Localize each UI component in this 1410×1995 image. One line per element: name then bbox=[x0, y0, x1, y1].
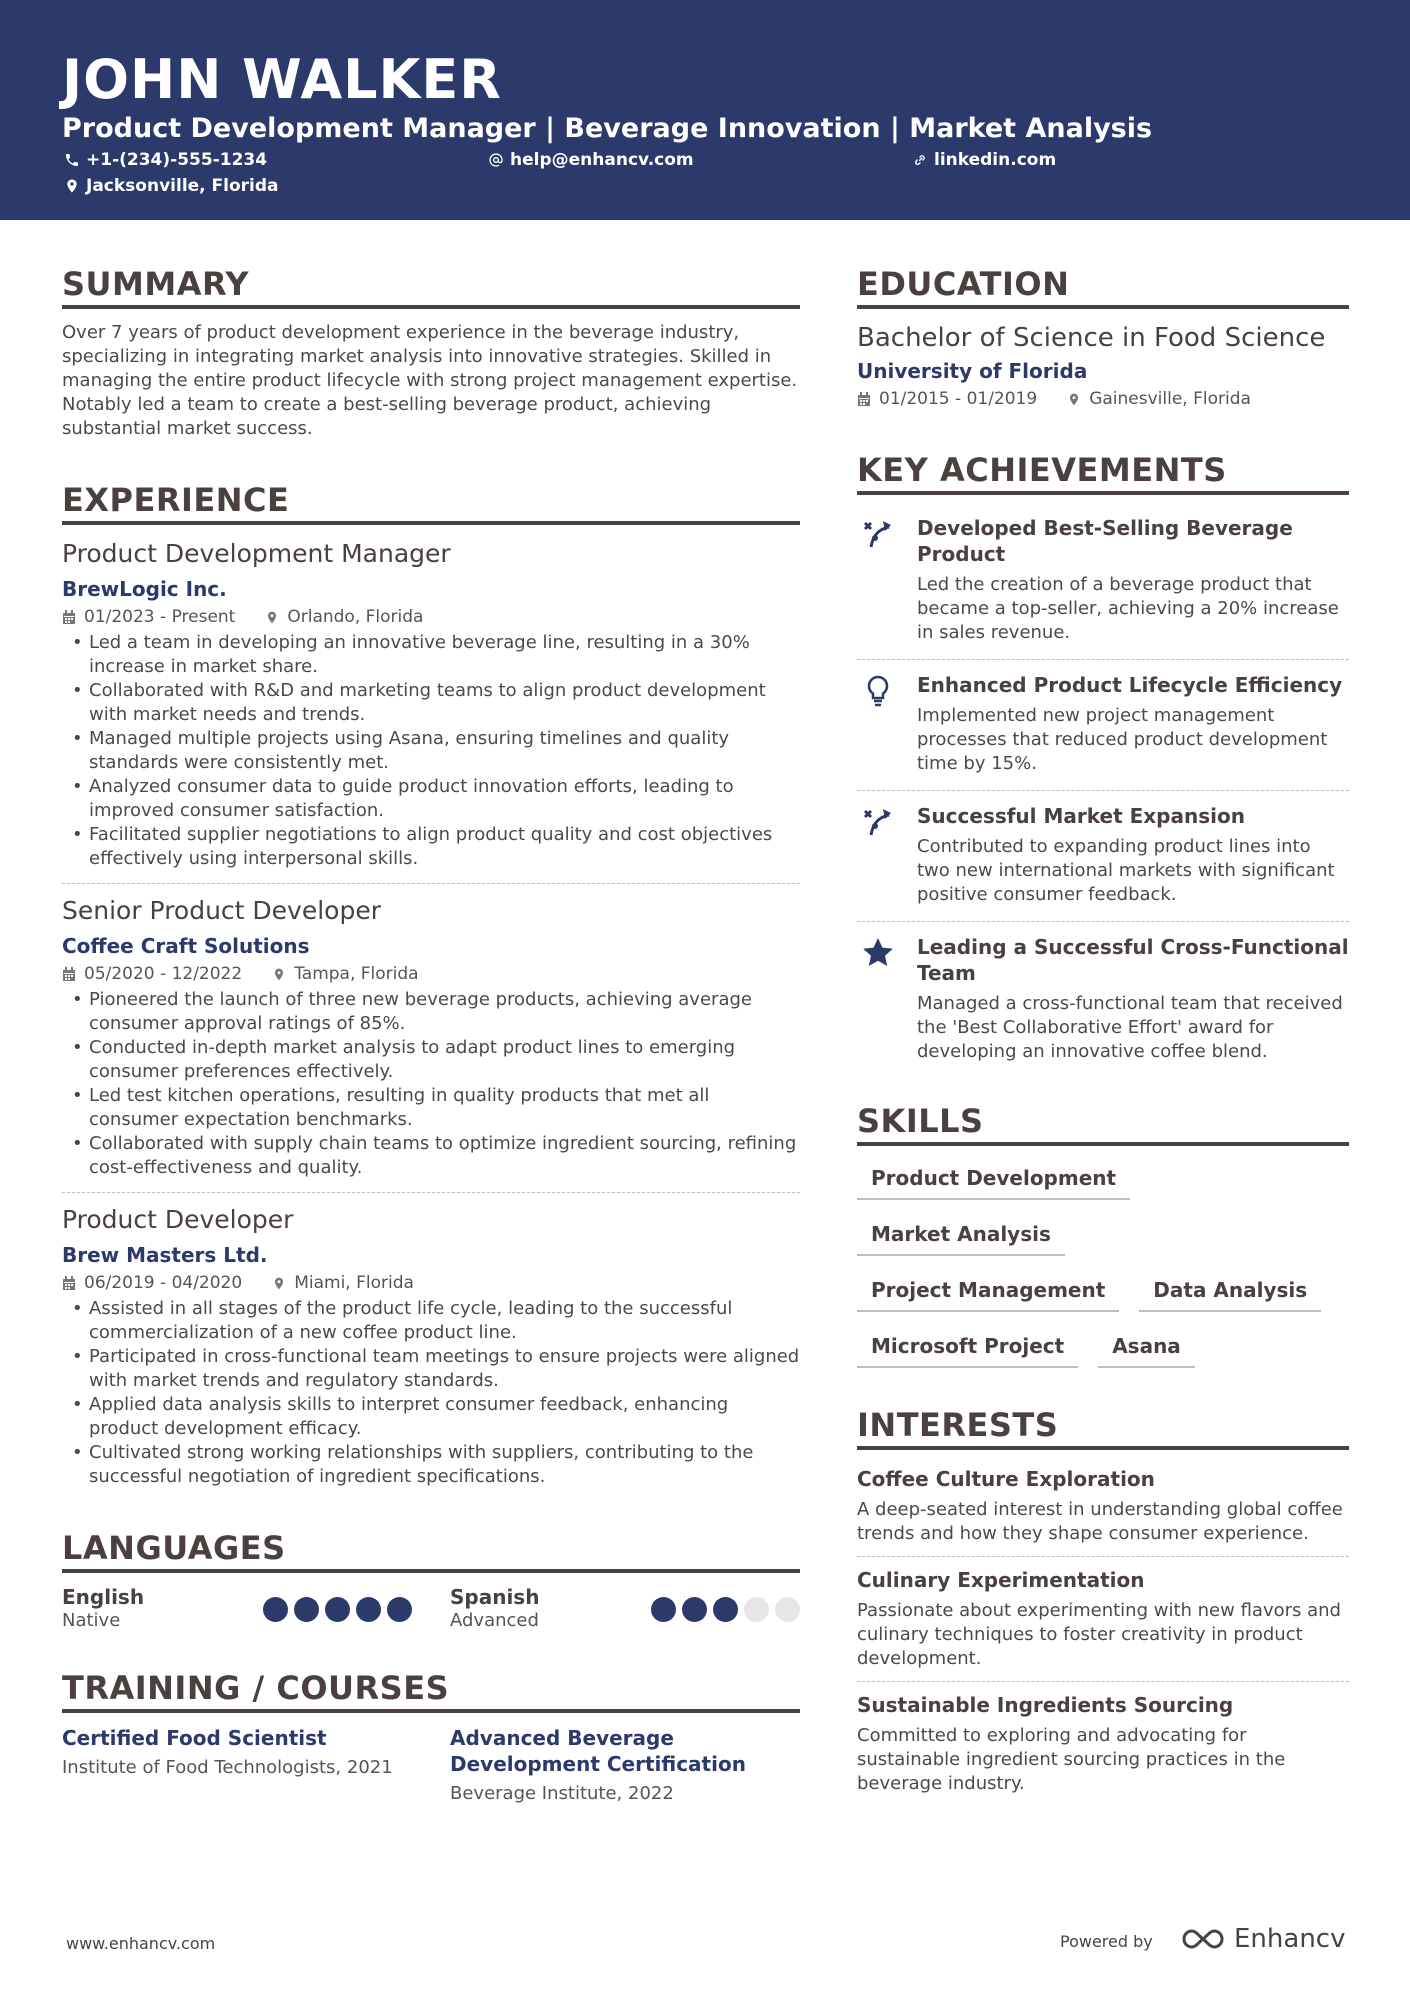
location-text: Jacksonville, Florida bbox=[86, 176, 279, 196]
interest-title: Culinary Experimentation bbox=[857, 1568, 1145, 1592]
interest-item bbox=[857, 1556, 1349, 1681]
job-dates: 05/2020 - 12/2022 bbox=[62, 962, 242, 986]
location-pin-icon bbox=[272, 1276, 286, 1291]
achievements-section bbox=[857, 451, 1349, 1078]
footer-brand[interactable] bbox=[1180, 1924, 1345, 1954]
rating-dot-filled bbox=[651, 1597, 676, 1622]
achievements-heading: KEY ACHIEVEMENTS bbox=[857, 451, 1349, 495]
skill-tag: Project Management bbox=[857, 1270, 1119, 1312]
education-heading: EDUCATION bbox=[857, 265, 1349, 309]
at-icon bbox=[488, 152, 504, 168]
skill-tag: Asana bbox=[1098, 1326, 1195, 1368]
achievement-title: Developed Best-Selling Beverage Product bbox=[917, 516, 1293, 566]
candidate-headline: Product Development Manager | Beverage Innovation | Market Analysis bbox=[62, 113, 1153, 144]
language-rating bbox=[651, 1597, 800, 1622]
candidate-name: JOHN WALKER bbox=[62, 48, 502, 111]
course-title: Advanced Beverage Development Certification bbox=[450, 1726, 746, 1776]
skill-tag: Market Analysis bbox=[857, 1214, 1065, 1256]
contact-email[interactable] bbox=[488, 150, 694, 170]
rating-dot-filled bbox=[356, 1597, 381, 1622]
skills-heading: SKILLS bbox=[857, 1102, 1349, 1146]
summary-text: Over 7 years of product development experience in the beverage industry, specializing in integrating market analysis into innovative strategies. Skilled in managing the entire product lifecycle with strong project management expertise. Notably led a team to create a best-selling beverage product, achieving substantial market success. bbox=[62, 322, 798, 439]
language-item bbox=[62, 1585, 412, 1633]
achievement-description: Led the creation of a beverage product that became a top-seller, achieving a 20% increase in sales revenue. bbox=[917, 574, 1339, 643]
brand-name: Enhancv bbox=[1234, 1924, 1346, 1954]
skill-tag: Data Analysis bbox=[1139, 1270, 1321, 1312]
interest-item bbox=[857, 1462, 1349, 1556]
training-heading: TRAINING / COURSES bbox=[62, 1669, 800, 1713]
job-bullets bbox=[62, 631, 800, 871]
job-entry bbox=[62, 1192, 800, 1501]
star-icon bbox=[861, 936, 895, 970]
job-bullet: • Participated in cross-functional team meetings to ensure projects were aligned with market trends and regulatory standards. bbox=[62, 1345, 800, 1393]
skill-tag: Microsoft Project bbox=[857, 1326, 1078, 1368]
company-name: BrewLogic Inc. bbox=[62, 577, 227, 601]
skill-tag: Product Development bbox=[857, 1158, 1130, 1200]
interest-description: Passionate about experimenting with new flavors and culinary techniques to foster creativity in product development. bbox=[857, 1600, 1341, 1669]
skills-section bbox=[857, 1102, 1349, 1382]
achievement-item bbox=[857, 921, 1349, 1078]
education-meta bbox=[857, 387, 1349, 411]
education-section bbox=[857, 265, 1349, 411]
calendar-icon bbox=[62, 1276, 76, 1291]
job-bullets bbox=[62, 1297, 800, 1489]
course-provider: Institute of Food Technologists, 2021 bbox=[62, 1757, 393, 1778]
location-pin-icon bbox=[1067, 392, 1081, 407]
job-bullet: • Pioneered the launch of three new beverage products, achieving average consumer approval ratings of 85%. bbox=[62, 988, 800, 1036]
rating-dot-empty bbox=[775, 1597, 800, 1622]
training-section bbox=[62, 1669, 800, 1807]
experience-section bbox=[62, 481, 800, 1501]
job-dates: 06/2019 - 04/2020 bbox=[62, 1271, 242, 1295]
languages-section bbox=[62, 1529, 800, 1633]
job-dates: 01/2023 - Present bbox=[62, 605, 235, 629]
achievement-item bbox=[857, 790, 1349, 921]
job-meta bbox=[62, 1271, 800, 1295]
calendar-icon bbox=[857, 392, 871, 407]
rating-dot-filled bbox=[682, 1597, 707, 1622]
interest-description: A deep-seated interest in understanding global coffee trends and how they shape consumer experience. bbox=[857, 1499, 1343, 1544]
languages-heading: LANGUAGES bbox=[62, 1529, 800, 1573]
experience-heading: EXPERIENCE bbox=[62, 481, 800, 525]
linkedin-text: linkedin.com bbox=[934, 150, 1057, 170]
achievement-title: Leading a Successful Cross-Functional Team bbox=[917, 935, 1349, 985]
achievement-description: Managed a cross-functional team that received the 'Best Collaborative Effort' award for developing an innovative coffee blend. bbox=[917, 993, 1343, 1062]
job-bullet: • Analyzed consumer data to guide product innovation efforts, leading to improved consumer satisfaction. bbox=[62, 775, 800, 823]
education-location: Gainesville, Florida bbox=[1067, 387, 1251, 411]
job-meta bbox=[62, 605, 800, 629]
rating-dot-filled bbox=[713, 1597, 738, 1622]
lightbulb-icon bbox=[861, 674, 895, 708]
location-pin-icon bbox=[272, 967, 286, 982]
job-bullets bbox=[62, 988, 800, 1180]
job-location: Tampa, Florida bbox=[272, 962, 418, 986]
language-rating bbox=[263, 1597, 412, 1622]
language-level: Advanced bbox=[450, 1610, 539, 1631]
interests-heading: INTERESTS bbox=[857, 1406, 1349, 1450]
course-item bbox=[450, 1725, 800, 1807]
interest-item bbox=[857, 1681, 1349, 1806]
location-pin-icon bbox=[265, 610, 279, 625]
calendar-icon bbox=[62, 610, 76, 625]
summary-heading: SUMMARY bbox=[62, 265, 800, 309]
rating-dot-filled bbox=[325, 1597, 350, 1622]
achievement-item bbox=[857, 659, 1349, 790]
interest-title: Coffee Culture Exploration bbox=[857, 1467, 1155, 1491]
left-column bbox=[62, 265, 800, 1807]
language-name: Spanish bbox=[450, 1585, 540, 1609]
footer-website-link[interactable]: www.enhancv.com bbox=[66, 1934, 216, 1953]
course-provider: Beverage Institute, 2022 bbox=[450, 1783, 674, 1804]
rating-dot-filled bbox=[294, 1597, 319, 1622]
language-item bbox=[450, 1585, 800, 1633]
job-entry bbox=[62, 537, 800, 883]
job-bullet: • Applied data analysis skills to interpret consumer feedback, enhancing product development efficacy. bbox=[62, 1393, 800, 1441]
email-text: help@enhancv.com bbox=[510, 150, 694, 170]
right-column bbox=[857, 265, 1349, 1806]
job-bullet: • Assisted in all stages of the product life cycle, leading to the successful commercialization of a new coffee product line. bbox=[62, 1297, 800, 1345]
rating-dot-filled bbox=[387, 1597, 412, 1622]
location-pin-icon bbox=[64, 178, 80, 194]
job-bullet: • Collaborated with supply chain teams to optimize ingredient sourcing, refining cost-effectiveness and quality. bbox=[62, 1132, 800, 1180]
company-name: Brew Masters Ltd. bbox=[62, 1243, 268, 1267]
language-name: English bbox=[62, 1585, 145, 1609]
calendar-icon bbox=[62, 967, 76, 982]
contact-location bbox=[64, 176, 279, 196]
achievement-description: Implemented new project management processes that reduced product development time by 15%. bbox=[917, 705, 1328, 774]
interests-section bbox=[857, 1406, 1349, 1806]
education-degree: Bachelor of Science in Food Science bbox=[857, 323, 1326, 353]
interest-title: Sustainable Ingredients Sourcing bbox=[857, 1693, 1234, 1717]
company-name: Coffee Craft Solutions bbox=[62, 934, 310, 958]
achievement-item bbox=[857, 507, 1349, 659]
job-title: Senior Product Developer bbox=[62, 896, 382, 925]
job-bullet: • Led test kitchen operations, resulting in quality products that met all consumer expectation benchmarks. bbox=[62, 1084, 800, 1132]
job-bullet: • Conducted in-depth market analysis to adapt product lines to emerging consumer preferences effectively. bbox=[62, 1036, 800, 1084]
contact-linkedin[interactable] bbox=[912, 150, 1056, 170]
contact-phone[interactable] bbox=[64, 150, 267, 170]
rating-dot-filled bbox=[263, 1597, 288, 1622]
job-bullet: • Cultivated strong working relationships with suppliers, contributing to the successful negotiation of ingredient specifications. bbox=[62, 1441, 800, 1489]
summary-section bbox=[62, 265, 800, 441]
education-dates: 01/2015 - 01/2019 bbox=[857, 387, 1037, 411]
job-entry bbox=[62, 883, 800, 1192]
job-bullet: • Led a team in developing an innovative beverage line, resulting in a 30% increase in market share. bbox=[62, 631, 800, 679]
strategy-icon bbox=[861, 805, 895, 839]
job-bullet: • Managed multiple projects using Asana, ensuring timelines and quality standards were consistently met. bbox=[62, 727, 800, 775]
job-meta bbox=[62, 962, 800, 986]
achievement-title: Successful Market Expansion bbox=[917, 804, 1245, 828]
education-school: University of Florida bbox=[857, 359, 1088, 383]
job-bullet: • Facilitated supplier negotiations to align product quality and cost objectives effectively using interpersonal skills. bbox=[62, 823, 800, 871]
footer-powered-by: Powered by bbox=[1060, 1932, 1153, 1951]
enhancv-logo-icon bbox=[1180, 1926, 1226, 1952]
job-location: Orlando, Florida bbox=[265, 605, 423, 629]
job-bullet: • Collaborated with R&D and marketing teams to align product development with market needs and trends. bbox=[62, 679, 800, 727]
job-location: Miami, Florida bbox=[272, 1271, 414, 1295]
course-item bbox=[62, 1725, 412, 1807]
resume-header bbox=[0, 0, 1410, 220]
achievement-title: Enhanced Product Lifecycle Efficiency bbox=[917, 673, 1343, 697]
strategy-icon bbox=[861, 517, 895, 551]
rating-dot-empty bbox=[744, 1597, 769, 1622]
course-title: Certified Food Scientist bbox=[62, 1726, 327, 1750]
phone-text: +1-(234)-555-1234 bbox=[86, 150, 268, 170]
link-icon bbox=[912, 152, 928, 168]
interest-description: Committed to exploring and advocating for sustainable ingredient sourcing practices in the beverage industry. bbox=[857, 1725, 1286, 1794]
language-level: Native bbox=[62, 1610, 121, 1631]
achievement-description: Contributed to expanding product lines into two new international markets with significant positive consumer feedback. bbox=[917, 836, 1335, 905]
phone-icon bbox=[64, 152, 80, 168]
job-title: Product Developer bbox=[62, 1205, 294, 1234]
job-title: Product Development Manager bbox=[62, 539, 451, 568]
